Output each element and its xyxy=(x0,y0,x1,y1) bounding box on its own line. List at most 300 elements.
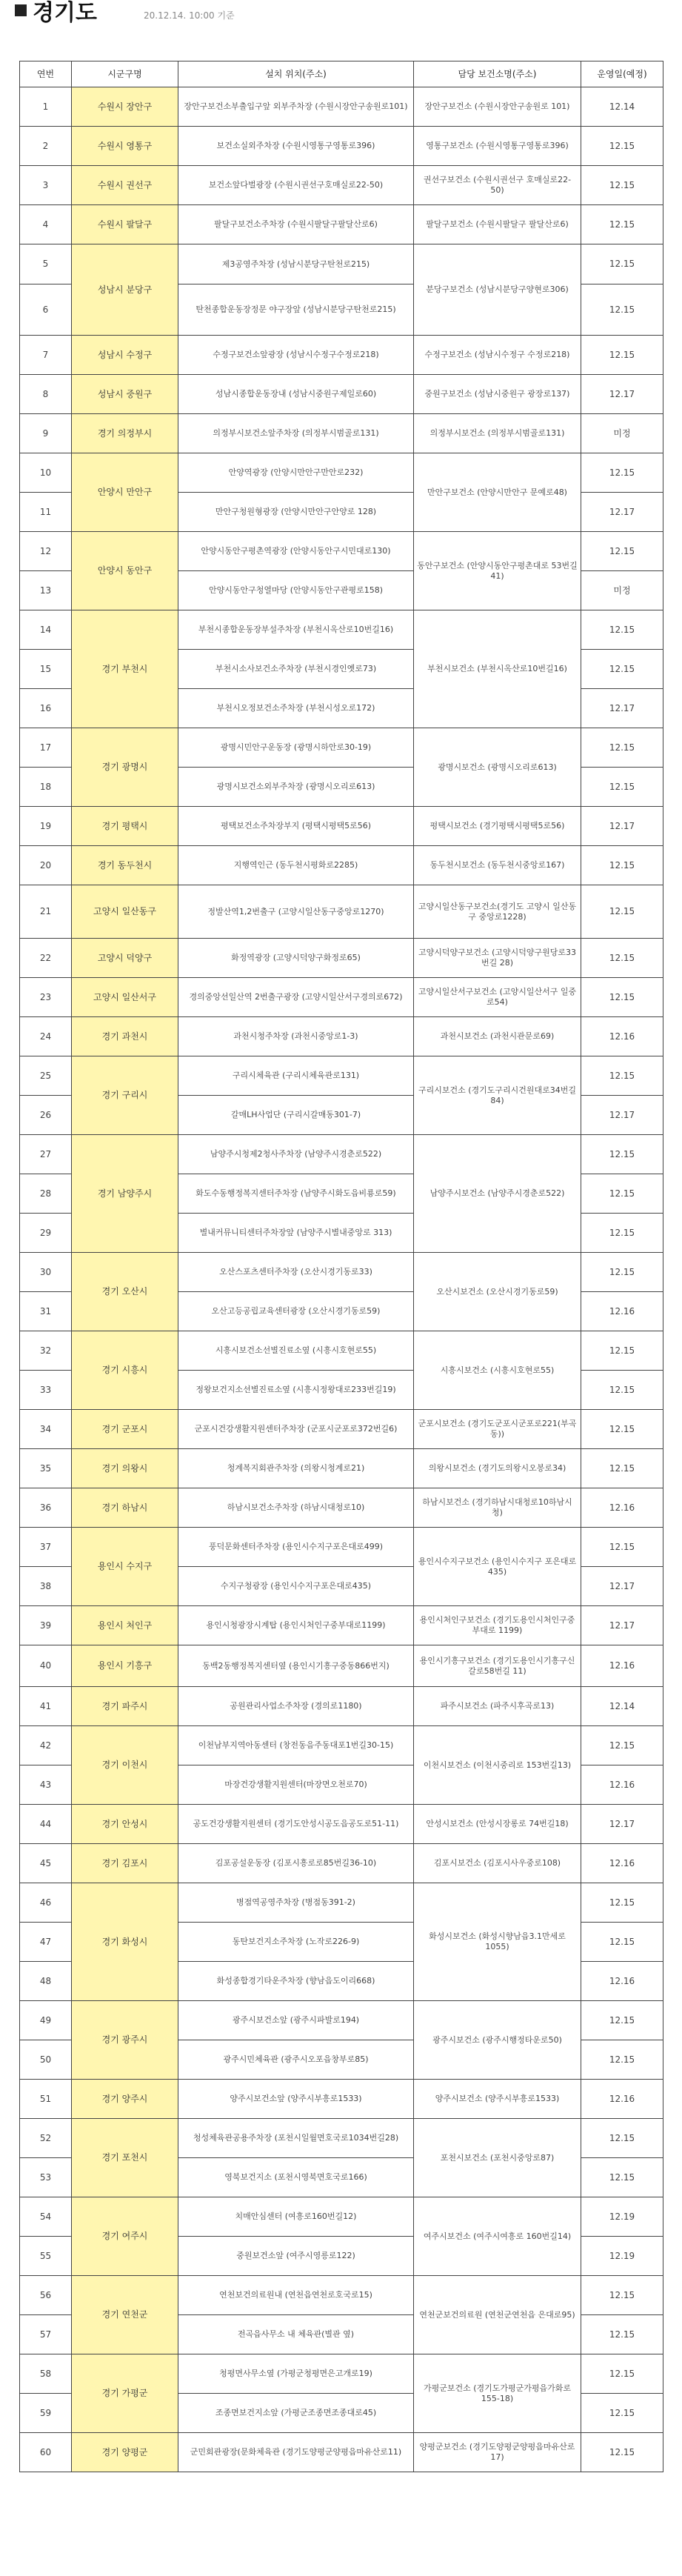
health-center: 용인시수지구보건소 (용인시수지구 포은대로435) xyxy=(414,1528,581,1606)
district-name: 경기 이천시 xyxy=(72,1726,178,1805)
health-center: 분당구보건소 (성남시분당구양현로306) xyxy=(414,244,581,336)
table-row xyxy=(20,453,663,493)
district-name: 경기 시흥시 xyxy=(72,1331,178,1410)
site-location: 청평면사무소옆 (가평군청평면은고개로19) xyxy=(178,2354,414,2394)
operation-date: 12.15 xyxy=(581,1528,663,1567)
operation-date: 12.15 xyxy=(581,1726,663,1765)
operation-date: 12.15 xyxy=(581,1371,663,1410)
table-row xyxy=(20,1883,663,1923)
operation-date: 12.15 xyxy=(581,728,663,768)
table-row xyxy=(20,336,663,375)
row-number: 46 xyxy=(20,1883,72,1923)
site-location: 수정구보건소앞광장 (성남시수정구수정로218) xyxy=(178,336,414,375)
table-row xyxy=(20,1805,663,1844)
operation-date: 12.15 xyxy=(581,610,663,650)
site-location: 오산스포츠센터주차장 (오산시경기동로33) xyxy=(178,1253,414,1292)
operation-date: 12.15 xyxy=(581,768,663,807)
table-row xyxy=(20,1449,663,1488)
health-center: 광명시보건소 (광명시오리로613) xyxy=(414,728,581,807)
site-location: 정왕보건지소선별진료소옆 (시흥시정왕대로233번길19) xyxy=(178,1371,414,1410)
site-location: 오산고등공립교육센터광장 (오산시경기동로59) xyxy=(178,1292,414,1331)
operation-date: 12.16 xyxy=(581,1645,663,1687)
operation-date: 12.15 xyxy=(581,2158,663,2197)
site-location: 만안구청원형광장 (안양시만안구안양로 128) xyxy=(178,493,414,532)
site-location: 연천보건의료원내 (연천읍연천로호국로15) xyxy=(178,2276,414,2315)
page-subtitle: 20.12.14. 10:00 기준 xyxy=(144,10,235,21)
health-center: 만안구보건소 (안양시만안구 문예로48) xyxy=(414,453,581,532)
district-name: 경기 연천군 xyxy=(72,2276,178,2354)
health-center: 화성시보건소 (화성시향남읍3.1만세로 1055) xyxy=(414,1883,581,2001)
site-location: 치매안심센터 (여흥로160번길12) xyxy=(178,2197,414,2237)
operation-date: 12.15 xyxy=(581,650,663,689)
site-location: 구리시체육관 (구리시체육관로131) xyxy=(178,1056,414,1096)
table-row xyxy=(20,532,663,571)
operation-date: 12.15 xyxy=(581,2040,663,2080)
row-number: 28 xyxy=(20,1174,72,1214)
site-location: 청계복지회관주차장 (의왕시청계로21) xyxy=(178,1449,414,1488)
row-number: 4 xyxy=(20,205,72,244)
operation-date: 12.19 xyxy=(581,2197,663,2237)
table-row xyxy=(20,205,663,244)
site-location: 갈매LH사업단 (구리시갈매동301-7) xyxy=(178,1096,414,1135)
operation-date: 12.15 xyxy=(581,1056,663,1096)
row-number: 19 xyxy=(20,807,72,846)
district-name: 수원시 팔달구 xyxy=(72,205,178,244)
health-center: 안성시보건소 (안성시장롱로 74번길18) xyxy=(414,1805,581,1844)
site-location: 화성종합경기타운주차장 (향남읍도이리668) xyxy=(178,1962,414,2001)
site-location: 부천시소사보건소주차장 (부천시경인옛로73) xyxy=(178,650,414,689)
table-row xyxy=(20,1331,663,1371)
operation-date: 12.15 xyxy=(581,336,663,375)
table-body xyxy=(20,87,663,2472)
table-row xyxy=(20,166,663,205)
health-center: 수정구보건소 (성남시수정구 수정로218) xyxy=(414,336,581,375)
health-center: 중원구보건소 (성남시중원구 광장로137) xyxy=(414,375,581,414)
row-number: 29 xyxy=(20,1214,72,1253)
table-row xyxy=(20,2080,663,2119)
row-number: 35 xyxy=(20,1449,72,1488)
row-number: 15 xyxy=(20,650,72,689)
district-name: 경기 화성시 xyxy=(72,1883,178,2001)
row-number: 56 xyxy=(20,2276,72,2315)
site-location: 김포공설운동장 (김포시흥로로85번길36-10) xyxy=(178,1844,414,1883)
col-header-site: 설치 위치(주소) xyxy=(178,61,414,87)
operation-date: 12.15 xyxy=(581,244,663,284)
row-number: 48 xyxy=(20,1962,72,2001)
site-location: 탄천종합운동장정문 야구장앞 (성남시분당구탄천로215) xyxy=(178,284,414,336)
operation-date: 12.15 xyxy=(581,2119,663,2158)
row-number: 50 xyxy=(20,2040,72,2080)
operation-date: 12.15 xyxy=(581,2394,663,2433)
operation-date: 12.15 xyxy=(581,1135,663,1174)
site-location: 동탄보건지소주차장 (노작로226-9) xyxy=(178,1923,414,1962)
health-center: 용인시처인구보건소 (경기도용인시처인구중부대로 1199) xyxy=(414,1606,581,1645)
row-number: 31 xyxy=(20,1292,72,1331)
col-header-district: 시군구명 xyxy=(72,61,178,87)
row-number: 16 xyxy=(20,689,72,728)
district-name: 경기 동두천시 xyxy=(72,846,178,885)
page-title: 경기도 xyxy=(33,0,97,26)
operation-date: 12.15 xyxy=(581,166,663,205)
health-center: 이천시보건소 (이천시중리로 153번길13) xyxy=(414,1726,581,1805)
row-number: 10 xyxy=(20,453,72,493)
operation-date: 12.19 xyxy=(581,2237,663,2276)
table-row xyxy=(20,1844,663,1883)
site-location: 중원보건소앞 (여주시영릉로122) xyxy=(178,2237,414,2276)
district-name: 안양시 동안구 xyxy=(72,532,178,610)
row-number: 42 xyxy=(20,1726,72,1765)
operation-date: 12.17 xyxy=(581,1096,663,1135)
table-row xyxy=(20,1606,663,1645)
site-location: 광주시민체육관 (광주시오포읍창부로85) xyxy=(178,2040,414,2080)
district-name: 용인시 수지구 xyxy=(72,1528,178,1606)
table-row xyxy=(20,2354,663,2394)
row-number: 23 xyxy=(20,978,72,1017)
row-number: 17 xyxy=(20,728,72,768)
row-number: 38 xyxy=(20,1567,72,1606)
operation-date: 12.17 xyxy=(581,1567,663,1606)
site-location: 안양시동안구평촌역광장 (안양시동안구시민대로130) xyxy=(178,532,414,571)
table-row xyxy=(20,728,663,768)
health-center: 팔달구보건소 (수원시팔달구 팔달산로6) xyxy=(414,205,581,244)
row-number: 12 xyxy=(20,532,72,571)
operation-date: 12.15 xyxy=(581,1449,663,1488)
health-center: 부천시보건소 (부천시옥산로10번길16) xyxy=(414,610,581,728)
district-name: 경기 부천시 xyxy=(72,610,178,728)
district-name: 경기 광명시 xyxy=(72,728,178,807)
district-name: 경기 가평군 xyxy=(72,2354,178,2433)
site-location: 팔달구보건소주차장 (수원시팔달구팔달산로6) xyxy=(178,205,414,244)
health-center: 남양주시보건소 (남양주시경춘로522) xyxy=(414,1135,581,1253)
site-location: 지행역인근 (동두천시평화로2285) xyxy=(178,846,414,885)
row-number: 22 xyxy=(20,939,72,978)
district-name: 경기 구리시 xyxy=(72,1056,178,1135)
operation-date: 12.15 xyxy=(581,1883,663,1923)
table-row xyxy=(20,1528,663,1567)
site-location: 조종면보건지소앞 (가평군조종면조종대로45) xyxy=(178,2394,414,2433)
row-number: 9 xyxy=(20,414,72,453)
row-number: 43 xyxy=(20,1765,72,1805)
site-location: 군포시건강생활지원센터주차장 (군포시군포로372번길6) xyxy=(178,1410,414,1449)
district-name: 경기 양주시 xyxy=(72,2080,178,2119)
district-name: 경기 김포시 xyxy=(72,1844,178,1883)
site-location: 남양주시청제2청사주차장 (남양주시경춘로522) xyxy=(178,1135,414,1174)
page-header xyxy=(0,0,682,39)
site-location: 양주시보건소앞 (양주시부흥로1533) xyxy=(178,2080,414,2119)
health-center: 고양시덕양구보건소 (고양시덕양구원당로33번길 28) xyxy=(414,939,581,978)
table-row xyxy=(20,1253,663,1292)
district-name: 고양시 일산동구 xyxy=(72,885,178,939)
operation-date: 12.15 xyxy=(581,2433,663,2472)
site-location: 성남시종합운동장내 (성남시중원구제일로60) xyxy=(178,375,414,414)
operation-date: 12.15 xyxy=(581,885,663,939)
row-number: 6 xyxy=(20,284,72,336)
health-center: 파주시보건소 (파주시후곡로13) xyxy=(414,1687,581,1726)
table-row xyxy=(20,610,663,650)
site-location: 부천시오정보건소주차장 (부천시성오로172) xyxy=(178,689,414,728)
row-number: 2 xyxy=(20,127,72,166)
title-square-icon xyxy=(15,4,27,16)
row-number: 52 xyxy=(20,2119,72,2158)
district-name: 안양시 만안구 xyxy=(72,453,178,532)
table-row xyxy=(20,1056,663,1096)
operation-date: 12.15 xyxy=(581,1253,663,1292)
operation-date: 12.17 xyxy=(581,1805,663,1844)
site-location: 광주시보건소앞 (광주시파발로194) xyxy=(178,2001,414,2040)
table-row xyxy=(20,846,663,885)
row-number: 26 xyxy=(20,1096,72,1135)
site-location: 전곡읍사무소 내 체육관(별관 옆) xyxy=(178,2315,414,2354)
health-center: 동안구보건소 (안양시동안구평촌대로 53번길41) xyxy=(414,532,581,610)
operation-date: 미정 xyxy=(581,571,663,610)
clinic-table xyxy=(19,61,663,2472)
row-number: 57 xyxy=(20,2315,72,2354)
health-center: 연천군보건의료원 (연천군연천읍 은대로95) xyxy=(414,2276,581,2354)
health-center: 권선구보건소 (수원시권선구 호매실로22-50) xyxy=(414,166,581,205)
district-name: 경기 여주시 xyxy=(72,2197,178,2276)
table-row xyxy=(20,2001,663,2040)
row-number: 5 xyxy=(20,244,72,284)
health-center: 여주시보건소 (여주시여흥로 160번길14) xyxy=(414,2197,581,2276)
health-center: 고양시일산서구보건소 (고양시일산서구 일중로54) xyxy=(414,978,581,1017)
operation-date: 12.15 xyxy=(581,1214,663,1253)
operation-date: 12.15 xyxy=(581,2276,663,2315)
health-center: 구리시보건소 (경기도구리시건원대로34번길 84) xyxy=(414,1056,581,1135)
row-number: 44 xyxy=(20,1805,72,1844)
district-name: 경기 양평군 xyxy=(72,2433,178,2472)
site-location: 평택보건소주차장부지 (평택시평택5로56) xyxy=(178,807,414,846)
row-number: 21 xyxy=(20,885,72,939)
table-row xyxy=(20,1488,663,1528)
row-number: 20 xyxy=(20,846,72,885)
table-row xyxy=(20,1017,663,1056)
site-location: 영북보건지소 (포천시영북면호국로166) xyxy=(178,2158,414,2197)
district-name: 경기 과천시 xyxy=(72,1017,178,1056)
site-location: 경의중앙선일산역 2번출구광장 (고양시일산서구경의로672) xyxy=(178,978,414,1017)
site-location: 광명시보건소외부주차장 (광명시오리로613) xyxy=(178,768,414,807)
site-location: 용인시청광장시계탑 (용인시처인구중부대로1199) xyxy=(178,1606,414,1645)
operation-date: 12.15 xyxy=(581,978,663,1017)
health-center: 김포시보건소 (김포시사우중로108) xyxy=(414,1844,581,1883)
site-location: 공원관리사업소주차장 (경의로1180) xyxy=(178,1687,414,1726)
row-number: 59 xyxy=(20,2394,72,2433)
table-row xyxy=(20,978,663,1017)
health-center: 포천시보건소 (포천시중앙로87) xyxy=(414,2119,581,2197)
site-location: 동백2동행정복지센터옆 (용인시기흥구중동866번지) xyxy=(178,1645,414,1687)
row-number: 30 xyxy=(20,1253,72,1292)
operation-date: 12.16 xyxy=(581,1292,663,1331)
site-location: 의정부시보건소앞주차장 (의정부시범골로131) xyxy=(178,414,414,453)
operation-date: 12.16 xyxy=(581,1765,663,1805)
district-name: 경기 하남시 xyxy=(72,1488,178,1528)
table-row xyxy=(20,885,663,939)
district-name: 수원시 장안구 xyxy=(72,87,178,127)
district-name: 용인시 기흥구 xyxy=(72,1645,178,1687)
row-number: 36 xyxy=(20,1488,72,1528)
table-row xyxy=(20,2197,663,2237)
site-location: 하남시보건소주차장 (하남시대청로10) xyxy=(178,1488,414,1528)
health-center: 과천시보건소 (과천시관문로69) xyxy=(414,1017,581,1056)
table-row xyxy=(20,375,663,414)
row-number: 8 xyxy=(20,375,72,414)
row-number: 45 xyxy=(20,1844,72,1883)
site-location: 병점역공영주차장 (병점동391-2) xyxy=(178,1883,414,1923)
operation-date: 12.17 xyxy=(581,807,663,846)
health-center: 오산시보건소 (오산시경기동로59) xyxy=(414,1253,581,1331)
district-name: 경기 광주시 xyxy=(72,2001,178,2080)
operation-date: 12.15 xyxy=(581,1331,663,1371)
site-location: 안양역광장 (안양시만안구만안로232) xyxy=(178,453,414,493)
table-row xyxy=(20,939,663,978)
row-number: 11 xyxy=(20,493,72,532)
site-location: 보건소실외주차장 (수원시영통구영통로396) xyxy=(178,127,414,166)
col-header-center: 담당 보건소명(주소) xyxy=(414,61,581,87)
operation-date: 12.15 xyxy=(581,532,663,571)
row-number: 32 xyxy=(20,1331,72,1371)
site-location: 과천시청주차장 (과천시중앙로1-3) xyxy=(178,1017,414,1056)
operation-date: 12.16 xyxy=(581,1488,663,1528)
operation-date: 12.15 xyxy=(581,1410,663,1449)
table-row xyxy=(20,2276,663,2315)
health-center: 용인시기흥구보건소 (경기도용인시기흥구신갈로58번길 11) xyxy=(414,1645,581,1687)
table-row xyxy=(20,1410,663,1449)
site-location: 풍덕문화센터주차장 (용인시수지구포은대로499) xyxy=(178,1528,414,1567)
operation-date: 12.14 xyxy=(581,87,663,127)
table-row xyxy=(20,244,663,284)
row-number: 49 xyxy=(20,2001,72,2040)
operation-date: 12.16 xyxy=(581,1844,663,1883)
table-row xyxy=(20,414,663,453)
district-name: 수원시 권선구 xyxy=(72,166,178,205)
row-number: 7 xyxy=(20,336,72,375)
district-name: 고양시 일산서구 xyxy=(72,978,178,1017)
operation-date: 12.16 xyxy=(581,1017,663,1056)
site-location: 광명시민안구운동장 (광명시하안로30-19) xyxy=(178,728,414,768)
table-row xyxy=(20,1135,663,1174)
health-center: 양주시보건소 (양주시부흥로1533) xyxy=(414,2080,581,2119)
district-name: 용인시 처인구 xyxy=(72,1606,178,1645)
district-name: 경기 오산시 xyxy=(72,1253,178,1331)
district-name: 경기 안성시 xyxy=(72,1805,178,1844)
operation-date: 12.15 xyxy=(581,1174,663,1214)
health-center: 의왕시보건소 (경기도의왕시오봉로34) xyxy=(414,1449,581,1488)
district-name: 성남시 분당구 xyxy=(72,244,178,336)
operation-date: 12.15 xyxy=(581,846,663,885)
row-number: 55 xyxy=(20,2237,72,2276)
row-number: 58 xyxy=(20,2354,72,2394)
site-location: 제3공영주차장 (성남시분당구탄천로215) xyxy=(178,244,414,284)
row-number: 51 xyxy=(20,2080,72,2119)
row-number: 47 xyxy=(20,1923,72,1962)
district-name: 경기 의정부시 xyxy=(72,414,178,453)
row-number: 33 xyxy=(20,1371,72,1410)
table-row xyxy=(20,1645,663,1687)
district-name: 경기 평택시 xyxy=(72,807,178,846)
row-number: 14 xyxy=(20,610,72,650)
operation-date: 12.17 xyxy=(581,493,663,532)
site-location: 별내커뮤니티센터주차장앞 (남양주시별내중앙로 313) xyxy=(178,1214,414,1253)
site-location: 부천시종합운동장부설주차장 (부천시옥산로10번길16) xyxy=(178,610,414,650)
operation-date: 12.15 xyxy=(581,2354,663,2394)
site-location: 정발산역1,2번출구 (고양시일산동구중앙로1270) xyxy=(178,885,414,939)
operation-date: 12.14 xyxy=(581,1687,663,1726)
row-number: 54 xyxy=(20,2197,72,2237)
col-header-no: 연번 xyxy=(20,61,72,87)
row-number: 39 xyxy=(20,1606,72,1645)
operation-date: 12.15 xyxy=(581,939,663,978)
row-number: 40 xyxy=(20,1645,72,1687)
site-location: 수지구청광장 (용인시수지구포은대로435) xyxy=(178,1567,414,1606)
site-location: 화정역광장 (고양시덕양구화정로65) xyxy=(178,939,414,978)
table-row xyxy=(20,1726,663,1765)
district-name: 경기 포천시 xyxy=(72,2119,178,2197)
operation-date: 12.15 xyxy=(581,205,663,244)
health-center: 군포시보건소 (경기도군포시군포로221(부곡동)) xyxy=(414,1410,581,1449)
table-row xyxy=(20,87,663,127)
district-name: 경기 의왕시 xyxy=(72,1449,178,1488)
operation-date: 12.15 xyxy=(581,284,663,336)
table-row xyxy=(20,2119,663,2158)
row-number: 60 xyxy=(20,2433,72,2472)
site-location: 이천남부지역아동센터 (창전동음주동대포1번길30-15) xyxy=(178,1726,414,1765)
row-number: 53 xyxy=(20,2158,72,2197)
operation-date: 12.17 xyxy=(581,375,663,414)
health-center: 의정부시보건소 (의정부시범골로131) xyxy=(414,414,581,453)
col-header-date: 운영일(예정) xyxy=(581,61,663,87)
row-number: 18 xyxy=(20,768,72,807)
row-number: 25 xyxy=(20,1056,72,1096)
table-row xyxy=(20,127,663,166)
operation-date: 12.15 xyxy=(581,453,663,493)
health-center: 시흥시보건소 (시흥시호현로55) xyxy=(414,1331,581,1410)
site-location: 안양시동안구청열마당 (안양시동안구관평로158) xyxy=(178,571,414,610)
health-center: 평택시보건소 (경기평택시평택5로56) xyxy=(414,807,581,846)
table-row xyxy=(20,2433,663,2472)
district-name: 성남시 중원구 xyxy=(72,375,178,414)
district-name: 경기 군포시 xyxy=(72,1410,178,1449)
table-header-row xyxy=(20,61,663,87)
district-name: 고양시 덕양구 xyxy=(72,939,178,978)
operation-date: 12.15 xyxy=(581,1923,663,1962)
operation-date: 12.16 xyxy=(581,1962,663,2001)
row-number: 41 xyxy=(20,1687,72,1726)
operation-date: 12.17 xyxy=(581,1606,663,1645)
row-number: 37 xyxy=(20,1528,72,1567)
row-number: 34 xyxy=(20,1410,72,1449)
district-name: 성남시 수정구 xyxy=(72,336,178,375)
row-number: 24 xyxy=(20,1017,72,1056)
row-number: 27 xyxy=(20,1135,72,1174)
health-center: 가평군보건소 (경기도가평군가평읍가화로 155-18) xyxy=(414,2354,581,2433)
table-row xyxy=(20,807,663,846)
site-location: 시흥시보건소선별진료소옆 (시흥시호현로55) xyxy=(178,1331,414,1371)
health-center: 고양시일산동구보건소(경기도 고양시 일산동구 중앙로1228) xyxy=(414,885,581,939)
table-row xyxy=(20,1687,663,1726)
site-location: 공도건강생활지원센터 (경기도안성시공도읍공도로51-11) xyxy=(178,1805,414,1844)
site-location: 장안구보건소부출입구앞 외부주차장 (수원시장안구송원로101) xyxy=(178,87,414,127)
site-location: 화도수동행정복지센터주차장 (남양주시화도읍비룡로59) xyxy=(178,1174,414,1214)
operation-date: 12.15 xyxy=(581,2001,663,2040)
health-center: 동두천시보건소 (동두천시중앙로167) xyxy=(414,846,581,885)
health-center: 영통구보건소 (수원시영통구영통로396) xyxy=(414,127,581,166)
district-name: 수원시 영통구 xyxy=(72,127,178,166)
health-center: 양평군보건소 (경기도양평군양평읍마유산로17) xyxy=(414,2433,581,2472)
site-location: 청성체육관공용주차장 (포천시일월면호국로1034번길28) xyxy=(178,2119,414,2158)
operation-date: 미정 xyxy=(581,414,663,453)
operation-date: 12.16 xyxy=(581,2080,663,2119)
health-center: 광주시보건소 (광주시행정타운로50) xyxy=(414,2001,581,2080)
operation-date: 12.15 xyxy=(581,127,663,166)
